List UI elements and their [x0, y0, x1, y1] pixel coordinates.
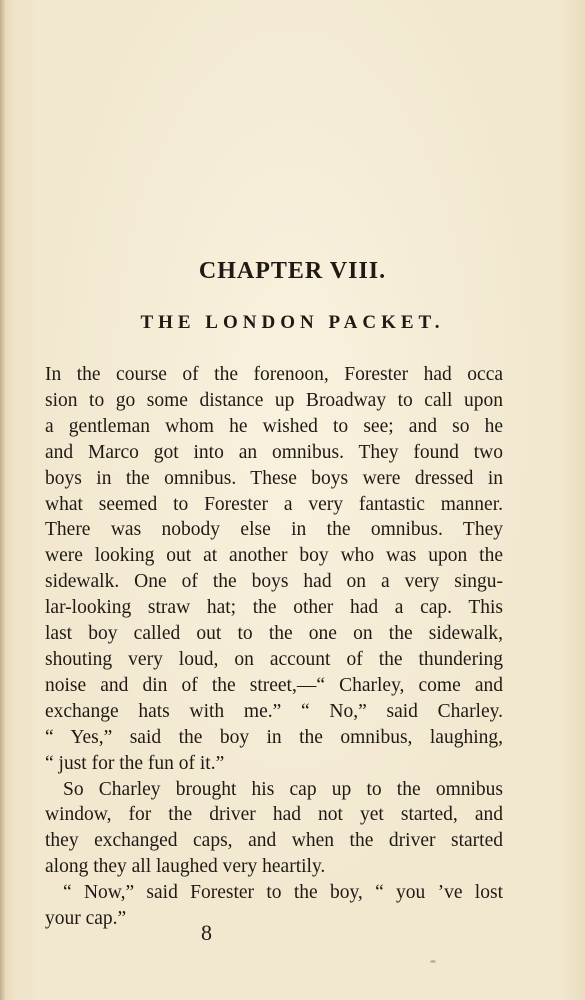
text-line: noise and din of the street,—“ Charley, come and [45, 674, 503, 696]
text-line: window, for the driver had not yet started, and [45, 804, 503, 826]
paper-speck [430, 960, 436, 963]
text-line: There was nobody else in the omnibus. They [45, 519, 503, 541]
page-number-text: 8 [201, 920, 212, 945]
text-line: they exchanged caps, and when the driver started [45, 830, 503, 852]
body-text [45, 362, 503, 932]
text-line: In the course of the forenoon, Forester had occa [45, 364, 503, 385]
text-line: a gentleman whom he wished to see; and so he [45, 415, 503, 437]
text-line: what seemed to Forester a very fantastic manner. [45, 493, 503, 515]
page-number [0, 920, 585, 946]
text-line: your cap.” [45, 908, 127, 930]
chapter-heading: CHAPTER VIII. [198, 258, 387, 284]
text-line: boys in the omnibus. These boys were dressed in [45, 467, 503, 489]
text-line: So Charley brought his cap up to the omnibus [63, 778, 503, 800]
page-edge-shadow [0, 0, 6, 1000]
section-heading: THE LONDON PACKET. [140, 312, 445, 333]
text-line: and Marco got into an omnibus. They found two [45, 441, 503, 463]
text-line: along they all laughed very heartily. [45, 856, 326, 878]
text-line: sion to go some distance up Broadway to call upon [45, 389, 503, 411]
text-line: sidewalk. One of the boys had on a very singu- [45, 571, 503, 593]
text-line: shouting very loud, on account of the thundering [45, 648, 503, 670]
text-line: exchange hats with me.” “ No,” said Charley. [45, 700, 503, 722]
text-line: “ Yes,” said the boy in the omnibus, laughing, [45, 726, 503, 748]
text-line: “ Now,” said Forester to the boy, “ you ’ve lost [63, 882, 503, 904]
text-line: “ just for the fun of it.” [45, 752, 225, 774]
text-line: lar-looking straw hat; the other had a cap. This [45, 597, 503, 619]
text-line: were looking out at another boy who was upon the [45, 545, 503, 567]
text-line: last boy called out to the one on the sidewalk, [45, 623, 503, 645]
